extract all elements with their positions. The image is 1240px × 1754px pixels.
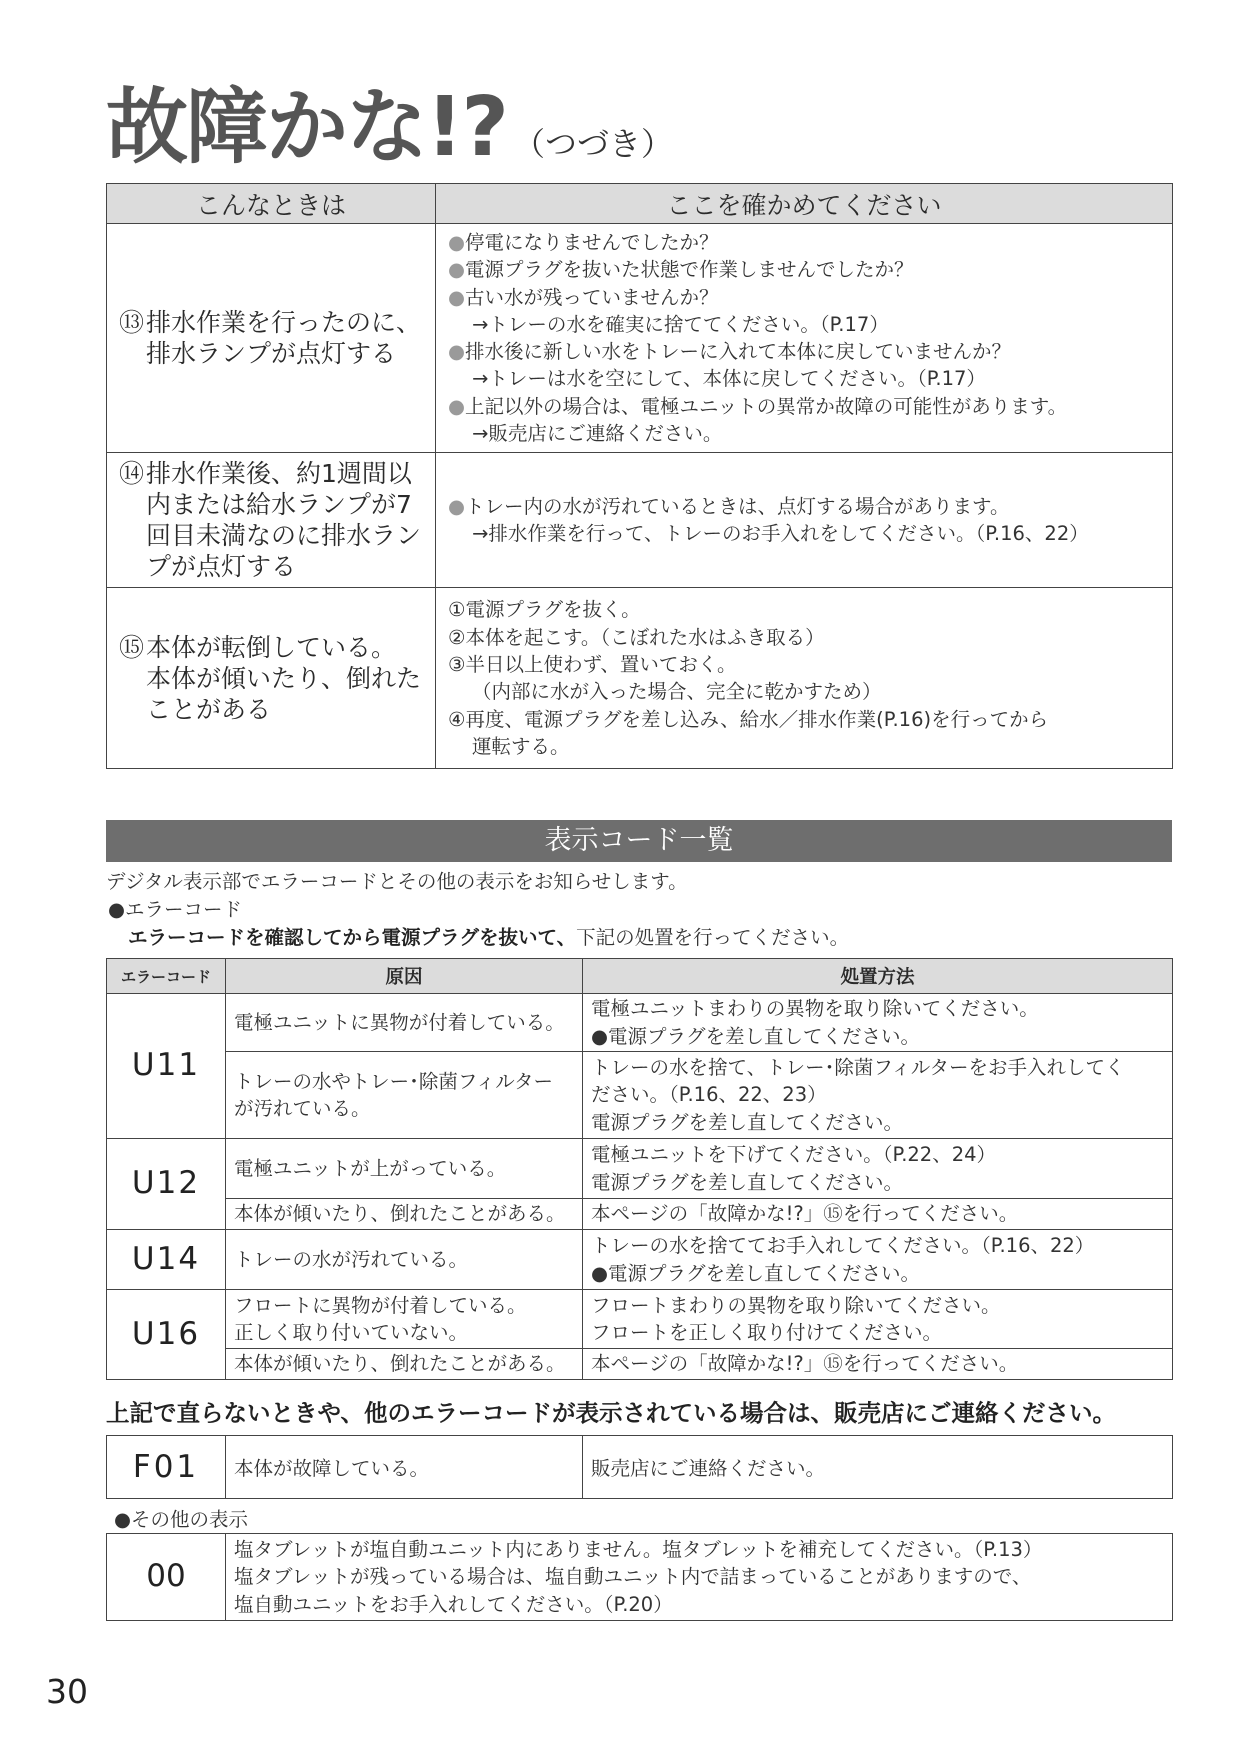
trouble-row-15: [107, 588, 1173, 769]
check-line: （内部に水が入った場合、完全に乾かすため）: [472, 680, 882, 704]
section-heading: 表示コード一覧: [106, 820, 1172, 862]
action-cell: トレーの水を捨て、トレー･除菌フィルターをお手入れしてく ださい。（P.16、22、23） 電源プラグを差し直してください。: [583, 1052, 1173, 1139]
table-row: [107, 1290, 1173, 1349]
display-code: 00: [107, 1534, 226, 1621]
symptom-line: 排水作業後、約1週間以: [146, 459, 412, 489]
action-cell: 本ページの「故障かな!?」⑮を行ってください。: [583, 1199, 1173, 1230]
symptom-line: 排水作業を行ったのに、: [146, 308, 422, 338]
action-cell: トレーの水を捨ててお手入れしてください。（P.16、22） ●電源プラグを差し直してください。: [583, 1230, 1173, 1290]
check-line: →トレーの水を確実に捨ててください。（P.17）: [472, 312, 889, 336]
table-row: [107, 1230, 1173, 1290]
symptom-line: ことがある: [146, 694, 272, 724]
table-row: [107, 1534, 1173, 1621]
table-row: [107, 1436, 1173, 1499]
check-line: →トレーは水を空にして、本体に戻してください。（P.17）: [472, 367, 986, 391]
table-row: [107, 994, 1173, 1052]
table-header-row: [107, 184, 1173, 224]
cause-cell: 電極ユニットが上がっている。: [226, 1139, 583, 1199]
header-check: ここを確かめてください: [436, 184, 1173, 224]
page-number: 30: [46, 1672, 88, 1711]
check-line: ●排水後に新しい水をトレーに入れて本体に戻していませんか？: [448, 340, 1012, 364]
contact-note: 上記で直らないときや、他のエラーコードが表示されている場合は、販売店にご連絡ください。: [106, 1399, 1117, 1427]
symptom-cell: [107, 224, 436, 453]
symptom-line: プが点灯する: [146, 552, 297, 582]
table-header-row: [107, 959, 1173, 994]
action-cell: 電極ユニットを下げてください。（P.22、24） 電源プラグを差し直してください。: [583, 1139, 1173, 1199]
error-code: U14: [107, 1230, 226, 1290]
trouble-row-14: [107, 453, 1173, 588]
symptom-cell: [107, 453, 436, 588]
cause-cell: トレーの水が汚れている。: [226, 1230, 583, 1290]
cause-cell: 本体が傾いたり、倒れたことがある。: [226, 1349, 583, 1380]
cause-cell: フロートに異物が付着している。 正しく取り付いていない。: [226, 1290, 583, 1349]
check-line: ③半日以上使わず、置いておく。: [448, 653, 737, 677]
cause-cell: 本体が傾いたり、倒れたことがある。: [226, 1199, 583, 1230]
error-code: U16: [107, 1290, 226, 1380]
header-action: 処置方法: [583, 959, 1173, 994]
error-code-table: [106, 958, 1173, 1380]
check-line: →排水作業を行って、トレーのお手入れをしてください。（P.16、22）: [472, 522, 1089, 546]
symptom-line: 回目未満なのに排水ラン: [146, 521, 422, 551]
check-line: ●電源プラグを抜いた状態で作業しませんでしたか？: [448, 258, 914, 282]
check-line: ②本体を起こす。（こぼれた水はふき取る）: [448, 625, 825, 649]
row-number: ⑮: [119, 632, 145, 662]
check-cell: [436, 224, 1173, 453]
table-row: [107, 1349, 1173, 1380]
instruction-text: エラーコードを確認してから電源プラグを抜いて、下記の処置を行ってください。: [128, 926, 850, 949]
troubleshooting-table: [106, 183, 1173, 769]
check-line: ●古い水が残っていませんか？: [448, 285, 719, 309]
header-cause: 原因: [226, 959, 583, 994]
check-cell: [436, 453, 1173, 588]
f01-table: [106, 1435, 1173, 1499]
check-line: ●トレー内の水が汚れているときは、点灯する場合があります。: [448, 495, 1010, 519]
table-row: [107, 1199, 1173, 1230]
cause-cell: 本体が故障している。: [226, 1436, 583, 1499]
row-number: ⑬: [119, 308, 145, 338]
check-line: ●停電になりませんでしたか？: [448, 231, 719, 254]
row-number: ⑭: [119, 459, 145, 489]
action-cell: 販売店にご連絡ください。: [583, 1436, 1173, 1499]
other-display-table: [106, 1533, 1173, 1621]
table-row: [107, 1139, 1173, 1199]
symptom-line: 本体が転倒している。: [146, 632, 397, 662]
page-title: [106, 62, 673, 179]
symptom-line: 内または給水ランプが7: [146, 490, 412, 520]
check-cell: [436, 588, 1173, 769]
action-cell: 本ページの「故障かな!?」⑮を行ってください。: [583, 1349, 1173, 1380]
action-cell: 電極ユニットまわりの異物を取り除いてください。 ●電源プラグを差し直してください。: [583, 994, 1173, 1052]
header-symptom: こんなときは: [107, 184, 436, 224]
check-line: 運転する。: [472, 734, 570, 758]
check-line: ①電源プラグを抜く。: [448, 598, 641, 622]
error-code: F01: [107, 1436, 226, 1499]
cause-cell: 電極ユニットに異物が付着している。: [226, 994, 583, 1052]
description-cell: 塩タブレットが塩自動ユニット内にありません。塩タブレットを補充してください。（P.13） 塩タブレットが残っている場合は、塩自動ユニット内で詰まっていることがありますので、 塩自動ユニットをお手入れしてください。（P.20）: [226, 1534, 1173, 1621]
error-code: U12: [107, 1139, 226, 1230]
cause-cell: トレーの水やトレー･除菌フィルター が汚れている。: [226, 1052, 583, 1139]
check-line: ④再度、電源プラグを差し込み、給水／排水作業(P.16)を行ってから: [448, 707, 1049, 731]
header-code: エラーコード: [107, 959, 226, 994]
title-sub: （つづき）: [512, 125, 673, 163]
symptom-line: 排水ランプが点灯する: [146, 339, 397, 369]
error-code: U11: [107, 994, 226, 1139]
check-line: →販売店にご連絡ください。: [472, 422, 723, 446]
symptom-cell: [107, 588, 436, 769]
error-code-label: ●エラーコード: [108, 898, 243, 921]
title-main: 故障かな!?: [106, 80, 507, 175]
table-row: [107, 1052, 1173, 1139]
other-display-label: ●その他の表示: [114, 1508, 249, 1531]
symptom-line: 本体が傾いたり、倒れた: [146, 663, 422, 693]
action-cell: フロートまわりの異物を取り除いてください。 フロートを正しく取り付けてください。: [583, 1290, 1173, 1349]
intro-text: デジタル表示部でエラーコードとその他の表示をお知らせします。: [106, 870, 688, 893]
trouble-row-13: [107, 224, 1173, 453]
check-line: ●上記以外の場合は、電極ユニットの異常か故障の可能性があります。: [448, 394, 1068, 418]
